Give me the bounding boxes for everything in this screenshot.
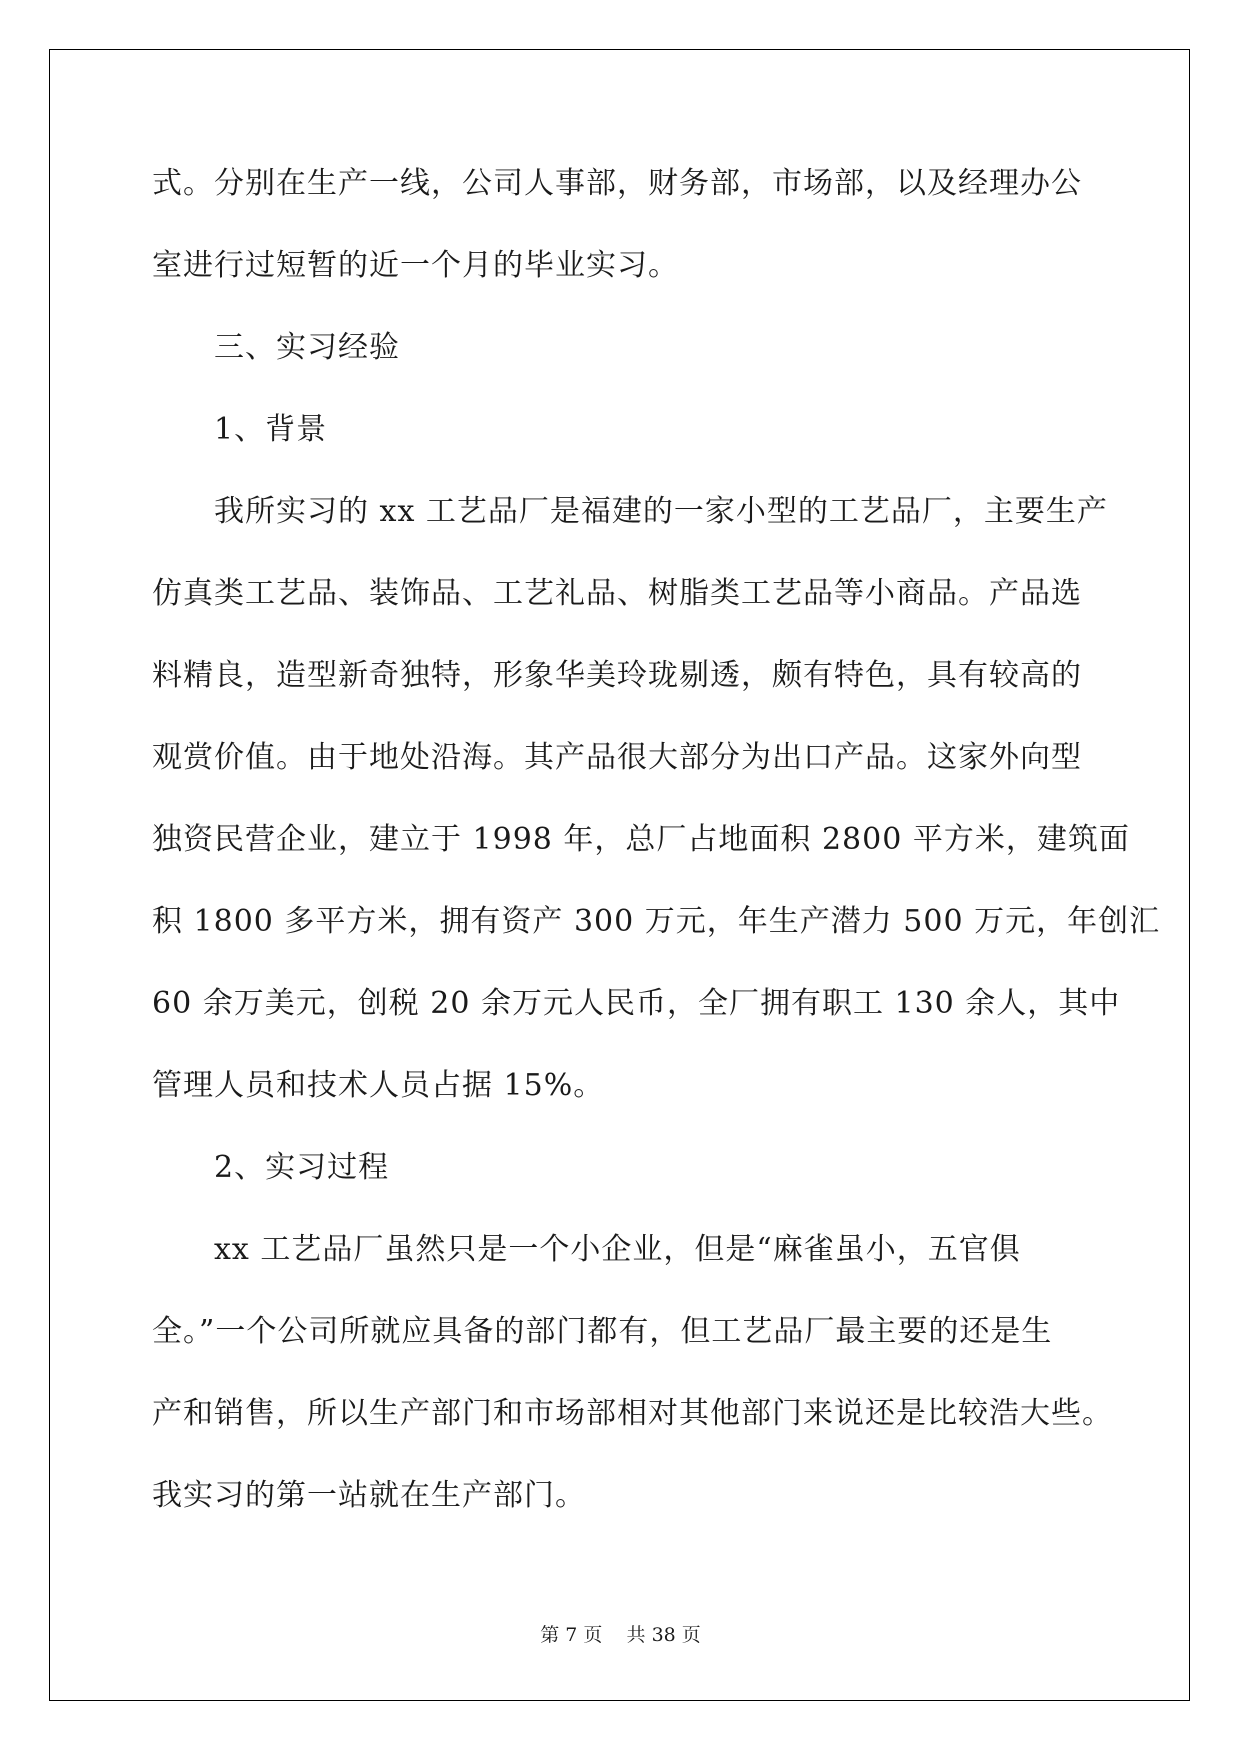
text-line: 式。分别在生产一线，公司人事部，财务部，市场部，以及经理办公 bbox=[152, 166, 1082, 201]
text-line: 产和销售，所以生产部门和市场部相对其他部门来说还是比较浩大些。 bbox=[152, 1396, 1113, 1431]
text-line: 室进行过短暂的近一个月的毕业实习。 bbox=[152, 248, 679, 283]
text-line: 全。”一个公司所就应具备的部门都有，但工艺品厂最主要的还是生 bbox=[152, 1314, 1053, 1349]
page-number-footer: 第 7 页 共 38 页 bbox=[540, 1624, 701, 1646]
text-line: 仿真类工艺品、装饰品、工艺礼品、树脂类工艺品等小商品。产品选 bbox=[152, 576, 1082, 611]
text-line: 积 1800 多平方米，拥有资产 300 万元，年生产潜力 500 万元，年创汇 bbox=[152, 904, 1161, 939]
text-line: 独资民营企业，建立于 1998 年，总厂占地面积 2800 平方米，建筑面 bbox=[152, 822, 1130, 857]
section-heading: 三、实习经验 bbox=[214, 330, 400, 365]
text-line: 观赏价值。由于地处沿海。其产品很大部分为出口产品。这家外向型 bbox=[152, 740, 1082, 775]
text-line: 我所实习的 xx 工艺品厂是福建的一家小型的工艺品厂，主要生产 bbox=[214, 494, 1108, 529]
subsection-heading: 1、背景 bbox=[214, 412, 328, 447]
subsection-heading: 2、实习过程 bbox=[214, 1150, 390, 1185]
text-line: 我实习的第一站就在生产部门。 bbox=[152, 1478, 586, 1513]
text-line: xx 工艺品厂虽然只是一个小企业，但是“麻雀虽小，五官俱 bbox=[214, 1232, 1021, 1267]
text-line: 管理人员和技术人员占据 15%。 bbox=[152, 1068, 605, 1103]
document-body bbox=[152, 156, 1161, 1550]
text-line: 料精良，造型新奇独特，形象华美玲珑剔透，颇有特色，具有较高的 bbox=[152, 658, 1082, 693]
text-line: 60 余万美元，创税 20 余万元人民币，全厂拥有职工 130 余人，其中 bbox=[152, 986, 1121, 1021]
